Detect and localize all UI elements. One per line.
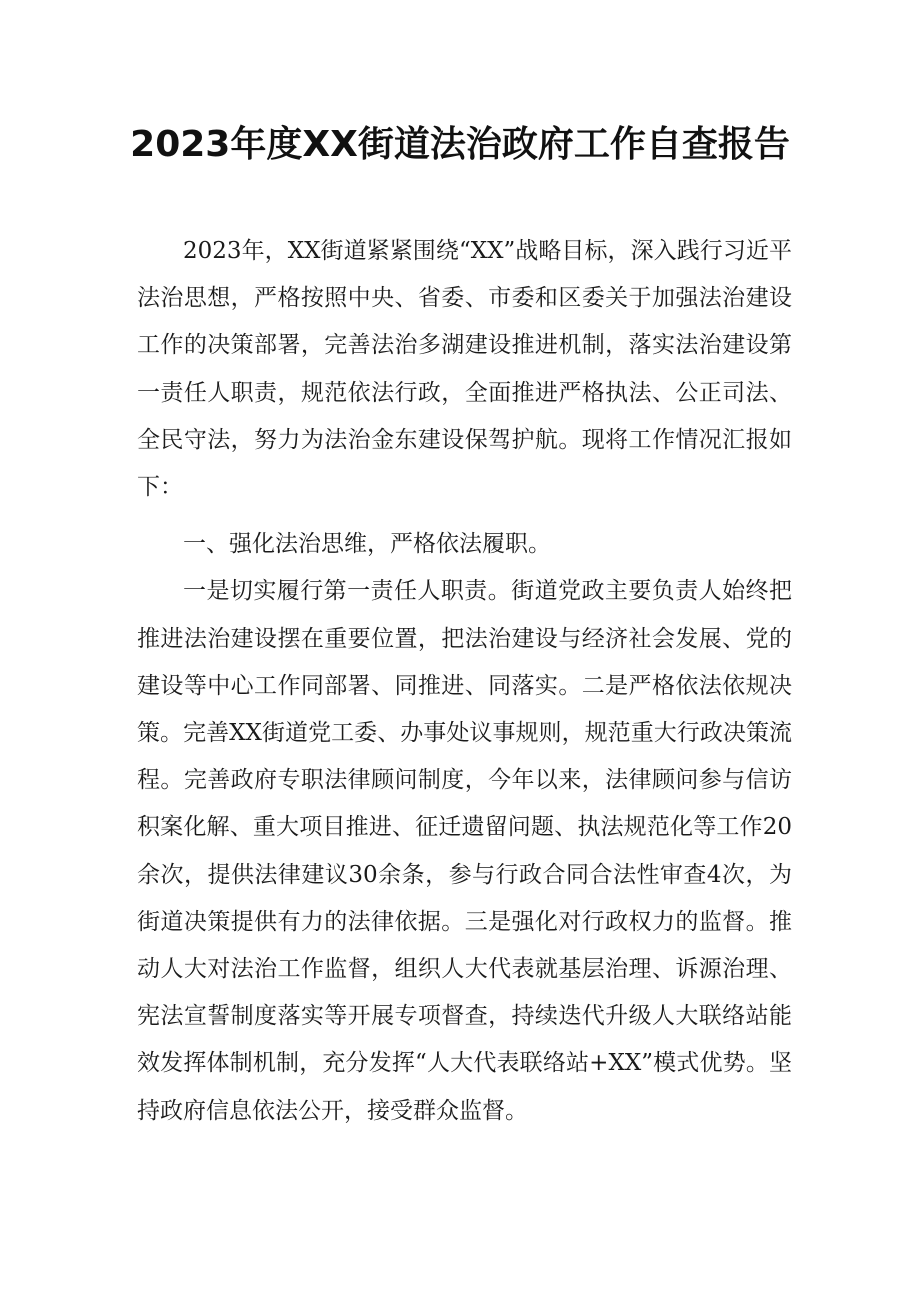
page-title: 2023年度XX街道法治政府工作自查报告 (130, 124, 790, 165)
document-body (137, 228, 792, 1135)
intro-paragraph: 2023年，XX街道紧紧围绕“XX”战略目标，深入践行习近平法治思想，严格按照中央、省委、市委和区委关于加强法治建设工作的决策部署，完善法治多湖建设推进机制，落实法治建设第一责任人职责，规范依法行政，全面推进严格执法、公正司法、全民守法，努力为法治金东建设保驾护航。现将工作情况汇报如下： (137, 238, 792, 501)
section-paragraph: 一是切实履行第一责任人职责。街道党政主要负责人始终把推进法治建设摆在重要位置，把法治建设与经济社会发展、党的建设等中心工作同部署、同推进、同落实。二是严格依法依规决策。完善XX街道党工委、办事处议事规则，规范重大行政决策流程。完善政府专职法律顾问制度，今年以来，法律顾问参与信访积案化解、重大项目推进、征迁遗留问题、执法规范化等工作20余次，提供法律建议30余条，参与行政合同合法性审查4次，为街道决策提供有力的法律依据。三是强化对行政权力的监督。推动人大对法治工作监督，组织人大代表就基层治理、诉源治理、宪法宣誓制度落实等开展专项督查，持续迭代升级人大联络站能效发挥体制机制，充分发挥“人大代表联络站+XX”模式优势。坚持政府信息依法公开，接受群众监督。 (137, 578, 792, 1124)
section-heading: 一、强化法治思维，严格依法履职。 (183, 531, 551, 558)
